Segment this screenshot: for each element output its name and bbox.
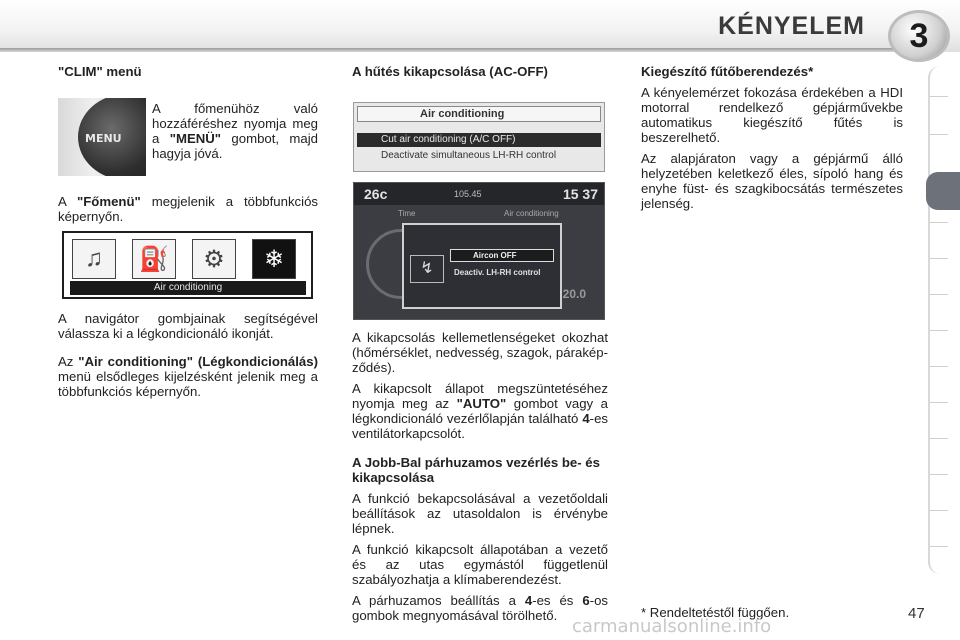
dash-temperature: 26c — [364, 186, 388, 202]
footnote: * Rendeltetéstől függően. — [641, 605, 790, 620]
paragraph-main-menu — [58, 194, 318, 230]
main-menu-screen-image — [62, 231, 313, 299]
paragraph-navigator: A navigátor gombjainak segítségével válassza ki a légkondicionáló ikonját. — [58, 311, 318, 341]
paragraph-lh-rh-off: A funkció kikapcsolt állapotában a vezető és az utas egymástól függetlenül szabályozhatja a klímaberendezést. — [352, 542, 608, 587]
ac-menu-title: Air conditioning — [357, 106, 601, 122]
paragraph-lh-rh-cancel — [352, 593, 608, 623]
bold-text: "AUTO" — [456, 396, 507, 411]
column-clim-lower — [58, 311, 318, 405]
ac-menu-screen-image — [353, 102, 605, 172]
bold-text: "Főmenü" — [77, 194, 141, 209]
dash-clock: 15 37 — [562, 186, 598, 202]
menu-selection-label: Air conditioning — [70, 281, 306, 295]
dash-sub-time: Time — [398, 209, 416, 218]
tab-divider — [930, 438, 948, 439]
text: menü elsődleges kijelzésként jelenik meg a többfunkciós képernyőn. — [58, 369, 318, 399]
tab-divider — [930, 134, 948, 135]
page-number: 47 — [908, 605, 925, 622]
tab-divider — [930, 546, 948, 547]
column-ac-off — [352, 64, 608, 91]
tab-divider — [930, 258, 948, 259]
tab-divider — [930, 96, 948, 97]
dashboard-display-image — [353, 182, 605, 320]
dash-side-number: 20.0 — [562, 287, 586, 301]
header-divider — [0, 48, 905, 52]
chapter-number-badge: 3 — [888, 10, 950, 62]
menu-knob-image — [58, 98, 146, 176]
tab-divider — [930, 474, 948, 475]
paragraph-air-conditioning-menu — [58, 354, 318, 399]
paragraph-aux-heater-noise: Az alapjáraton vagy a gépjármű álló helyzetében keletkező éles, sípoló hang és enyhe füst- és szagkibocsátás természetes jelenség. — [641, 151, 903, 211]
bold-text: 6 — [582, 593, 590, 608]
airflow-icon: ↯ — [410, 255, 444, 283]
text: -es ventilátorkapcsolót. — [352, 411, 608, 441]
air-conditioning-icon: ❄ — [252, 239, 296, 279]
ac-option-deactivate: Deactivate simultaneous LH-RH control — [381, 150, 557, 161]
text: megjelenik a többfunkciós képernyőn. — [58, 194, 318, 224]
section-heading-ac-off: A hűtés kikapcsolása (AC-OFF) — [352, 64, 548, 79]
text: A kikapcsolt állapot megszüntetéséhez nyomja meg az — [352, 381, 608, 411]
chapter-tab-strip — [928, 66, 950, 574]
text: A párhuzamos beállítás a — [352, 593, 525, 608]
paragraph-aux-heater-intro: A kényelemérzet fokozása érdekében a HDI motorral rendelkező gépjárművekbe automatikus kiegészítő fűtés is beszerelhető. — [641, 85, 903, 145]
text: Az — [58, 354, 79, 369]
bold-text: "Air conditioning" (Légkondicionálás) — [78, 354, 318, 369]
section-heading-aux-heater: Kiegészítő fűtőberendezés* — [641, 64, 814, 79]
column-clim-menu — [58, 64, 318, 91]
text: A — [58, 194, 77, 209]
tab-divider — [930, 330, 948, 331]
dash-popup-menu — [402, 223, 562, 309]
bold-text: "MENÜ" — [169, 131, 222, 146]
dash-radio-frequency: 105.45 — [454, 189, 482, 199]
paragraph-lh-rh-on: A funkció bekapcsolásával a vezetőoldali beállítások az utasoldalon is érvénybe lépnek. — [352, 491, 608, 536]
text: gombot, majd hagyja jóvá. — [152, 131, 319, 161]
tab-divider — [930, 222, 948, 223]
tab-divider — [930, 402, 948, 403]
section-heading-lh-rh: A Jobb-Bal párhuzamos vezérlés be- és kikapcsolása — [352, 455, 600, 485]
settings-icon: ⚙ — [192, 239, 236, 279]
column-auxiliary-heater — [641, 64, 903, 217]
menu-knob-label: MENU — [85, 132, 122, 145]
tab-divider — [930, 510, 948, 511]
tab-divider — [930, 294, 948, 295]
popup-option-aircon-off: Aircon OFF — [450, 249, 554, 262]
paragraph-ac-off-reset — [352, 381, 608, 441]
dash-sub-ac: Air conditioning — [504, 209, 559, 218]
page-title: KÉNYELEM — [718, 12, 865, 40]
column-ac-off-text — [352, 330, 608, 629]
tab-divider — [930, 366, 948, 367]
section-heading-clim: "CLIM" menü — [58, 64, 142, 79]
text: A főmenühöz való hozzáféréshez nyomja meg a — [152, 101, 318, 146]
text: -es és — [532, 593, 583, 608]
fuel-icon: ⛽ — [132, 239, 176, 279]
paragraph-ac-off-warning: A kikapcsolás kellemetlenségeket okozhat (hőmérséklet, nedvesség, szagok, páraképződés). — [352, 330, 608, 375]
chapter-tab-active[interactable] — [926, 172, 960, 210]
text: -os gombok megnyomásával törölhető. — [352, 593, 609, 623]
bold-text: 4 — [524, 593, 533, 608]
text: gombot vagy a légkondicionáló vezérlőlapján található — [352, 396, 608, 426]
paragraph-menu-intro — [152, 101, 318, 161]
ac-option-cut: Cut air conditioning (A/C OFF) — [357, 133, 601, 147]
music-icon: ♫ — [72, 239, 116, 279]
watermark: carmanualsonline.info — [572, 616, 772, 637]
bold-text: 4 — [582, 411, 590, 426]
popup-option-deactiv: Deactiv. LH-RH control — [454, 268, 541, 277]
